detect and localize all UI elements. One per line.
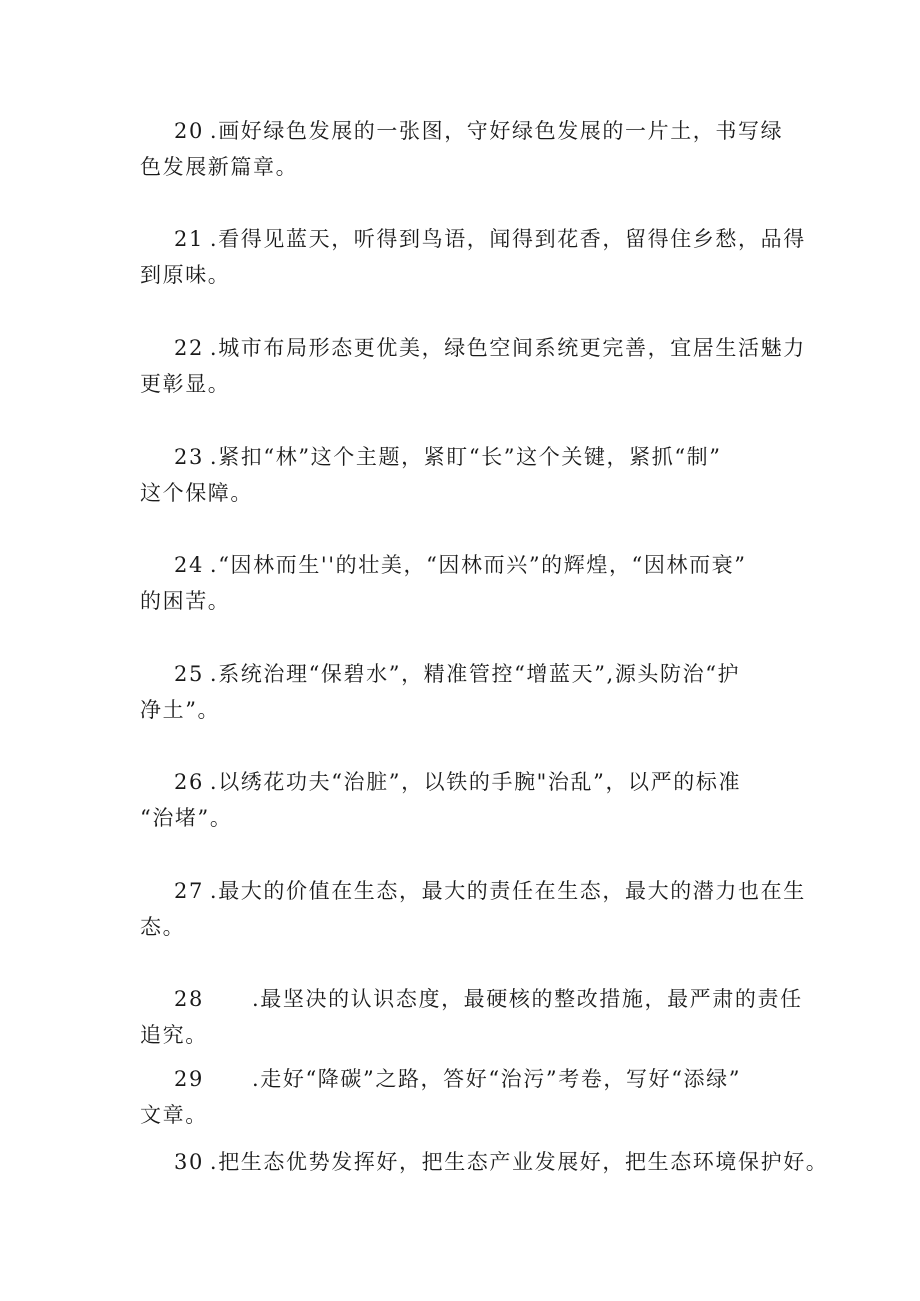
item-text: .“因林而生''的壮美，“因林而兴”的辉煌，“因林而衰” <box>209 553 747 577</box>
list-item-23 <box>140 439 788 511</box>
item-number: 28 <box>174 987 204 1011</box>
item-text: .以绣花功夫“治脏”，以铁的手腕"治乱”，以严的标准 <box>209 770 742 794</box>
item-text: .把生态优势发挥好，把生态产业发展好，把生态环境保护好。 <box>209 1150 829 1174</box>
item-first-line <box>140 1144 829 1180</box>
list-item-21 <box>140 221 806 293</box>
list-item-22 <box>140 330 806 402</box>
item-text: .最大的价值在生态，最大的责任在生态，最大的潜力也在生 <box>209 879 806 903</box>
item-number: 23 <box>174 445 204 469</box>
item-number: 20 <box>174 119 204 143</box>
item-first-line <box>140 547 788 583</box>
item-continuation: 的困苦。 <box>140 589 231 613</box>
item-first-line <box>140 330 806 366</box>
list-item-29 <box>140 1061 788 1133</box>
list-item-26 <box>140 764 788 836</box>
item-first-line <box>140 221 806 257</box>
item-number: 25 <box>174 662 204 686</box>
item-continuation: 追究。 <box>140 1023 208 1047</box>
item-first-line <box>140 113 788 149</box>
item-text: .城市布局形态更优美，绿色空间系统更完善，宜居生活魅力 <box>209 336 806 360</box>
list-item-25 <box>140 656 788 728</box>
item-text: .系统治理“保碧水”，精准管控“增蓝天”,源头防治“护 <box>209 662 741 686</box>
item-text: .画好绿色发展的一张图，守好绿色发展的一片土，书写绿 <box>209 119 784 143</box>
item-text: .看得见蓝天，听得到鸟语，闻得到花香，留得住乡愁，品得 <box>209 227 806 251</box>
item-number: 21 <box>174 227 204 251</box>
item-number: 27 <box>174 879 204 903</box>
item-first-line <box>140 764 788 800</box>
list-item-20 <box>140 113 788 185</box>
item-first-line <box>140 1061 788 1097</box>
list-item-30 <box>140 1144 829 1180</box>
item-continuation: 色发展新篇章。 <box>140 155 299 179</box>
item-continuation: 这个保障。 <box>140 481 253 505</box>
item-number: 24 <box>174 553 204 577</box>
list-item-27 <box>140 873 806 945</box>
item-first-line <box>140 873 806 909</box>
item-number: 26 <box>174 770 204 794</box>
item-text: .紧扣“林”这个主题，紧盯“长”这个关键，紧抓“制” <box>209 445 722 469</box>
item-first-line <box>140 656 788 692</box>
item-continuation: 更彰显。 <box>140 372 231 396</box>
item-continuation: 净土”。 <box>140 698 221 722</box>
list-item-24 <box>140 547 788 619</box>
item-continuation: 文章。 <box>140 1103 208 1127</box>
item-continuation: 态。 <box>140 915 186 939</box>
item-continuation: “治堵”。 <box>140 806 233 830</box>
item-first-line <box>140 981 803 1017</box>
item-text: .走好“降碳”之路，答好“治污”考卷，写好“添绿” <box>252 1067 742 1091</box>
item-continuation: 到原味。 <box>140 263 231 287</box>
item-first-line <box>140 439 788 475</box>
item-number: 22 <box>174 336 204 360</box>
item-text: .最坚决的认识态度，最硬核的整改措施，最严肃的责任 <box>252 987 803 1011</box>
item-number: 29 <box>174 1067 204 1091</box>
item-number: 30 <box>174 1150 204 1174</box>
list-item-28 <box>140 981 803 1053</box>
